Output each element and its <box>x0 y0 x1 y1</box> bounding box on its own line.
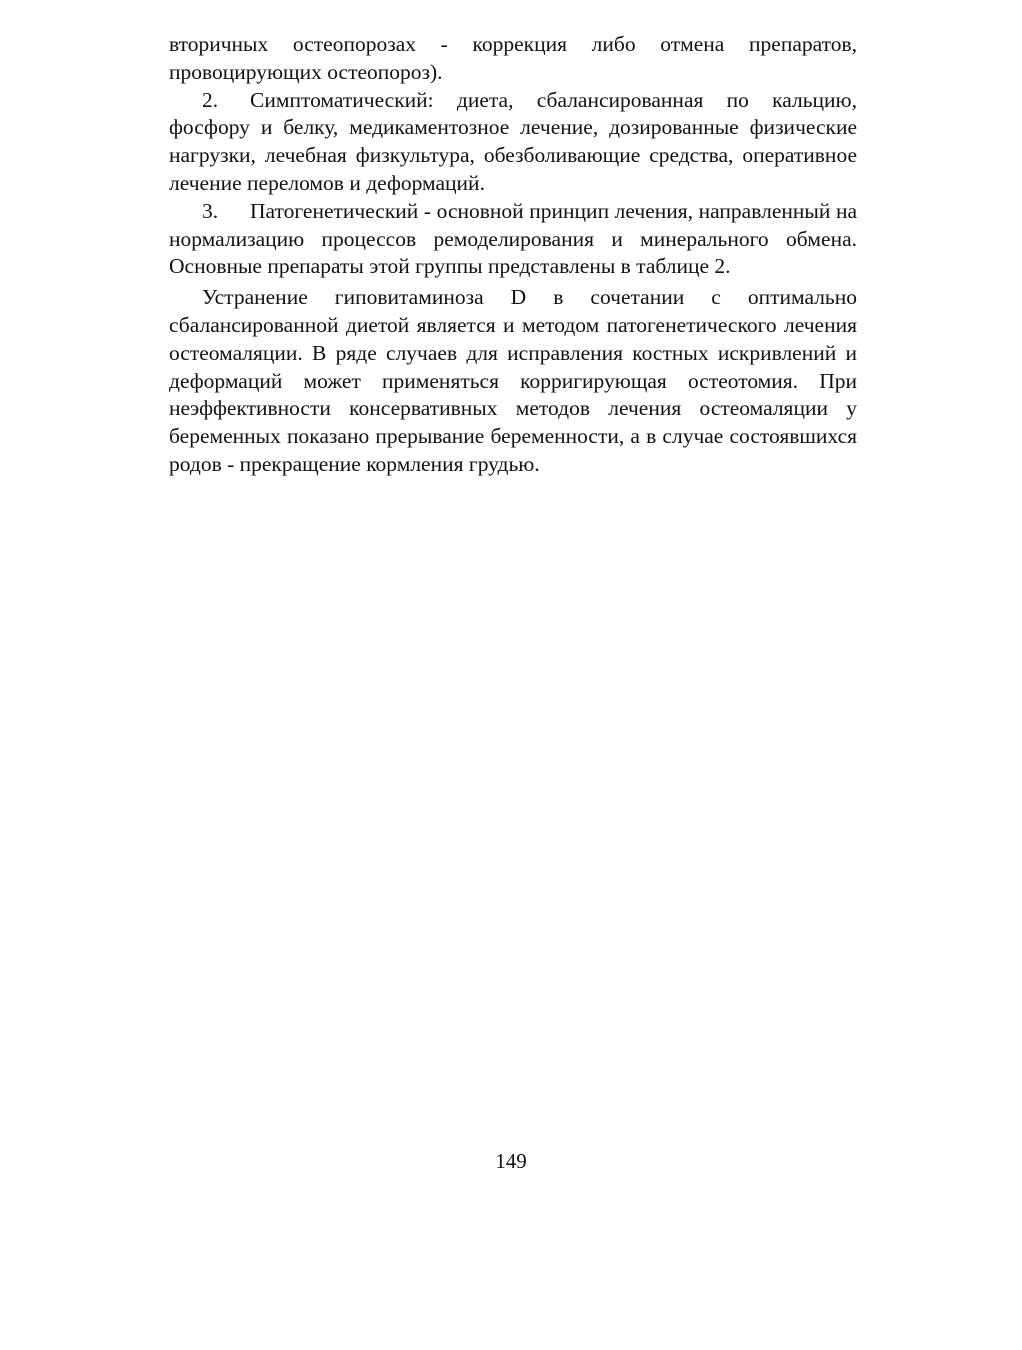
list-item-number: 3. <box>202 198 219 223</box>
list-item-text: Симптоматический: диета, сбалансированная по кальцию, фосфору и белку, медикаментозное лечение, дозированные физические нагрузки, лечебная физкультура, обезболивающие средства, оперативное лечение переломов и деформаций. <box>169 87 857 195</box>
list-item-symptomatic <box>169 87 857 198</box>
page-number: 149 <box>495 1149 527 1173</box>
paragraph-continuation: вторичных остеопорозах - коррекция либо отмена препаратов, провоцирующих остеопороз). <box>169 32 857 84</box>
paragraph-treatment: Устранение гиповитаминоза D в сочетании с оптимально сбалансированной диетой является и методом патогенетического лечения остеомаляции. В ряде случаев для исправления костных искривлений и деформаций может применяться корригирующая остеотомия. При неэффективности консервативных методов лечения остеомаляции у беременных показано прерывание беременности, а в случае состоявшихся родов - прекращение кормления грудью. <box>169 285 857 476</box>
list-item-pathogenetic <box>169 198 857 281</box>
list-item-number: 2. <box>202 87 219 112</box>
list-item-text: Патогенетический - основной принцип лечения, направленный на нормализацию процессов ремоделирования и минерального обмена. Основные препараты этой группы представлены в таблице 2. <box>169 198 857 279</box>
body-text <box>169 31 857 479</box>
